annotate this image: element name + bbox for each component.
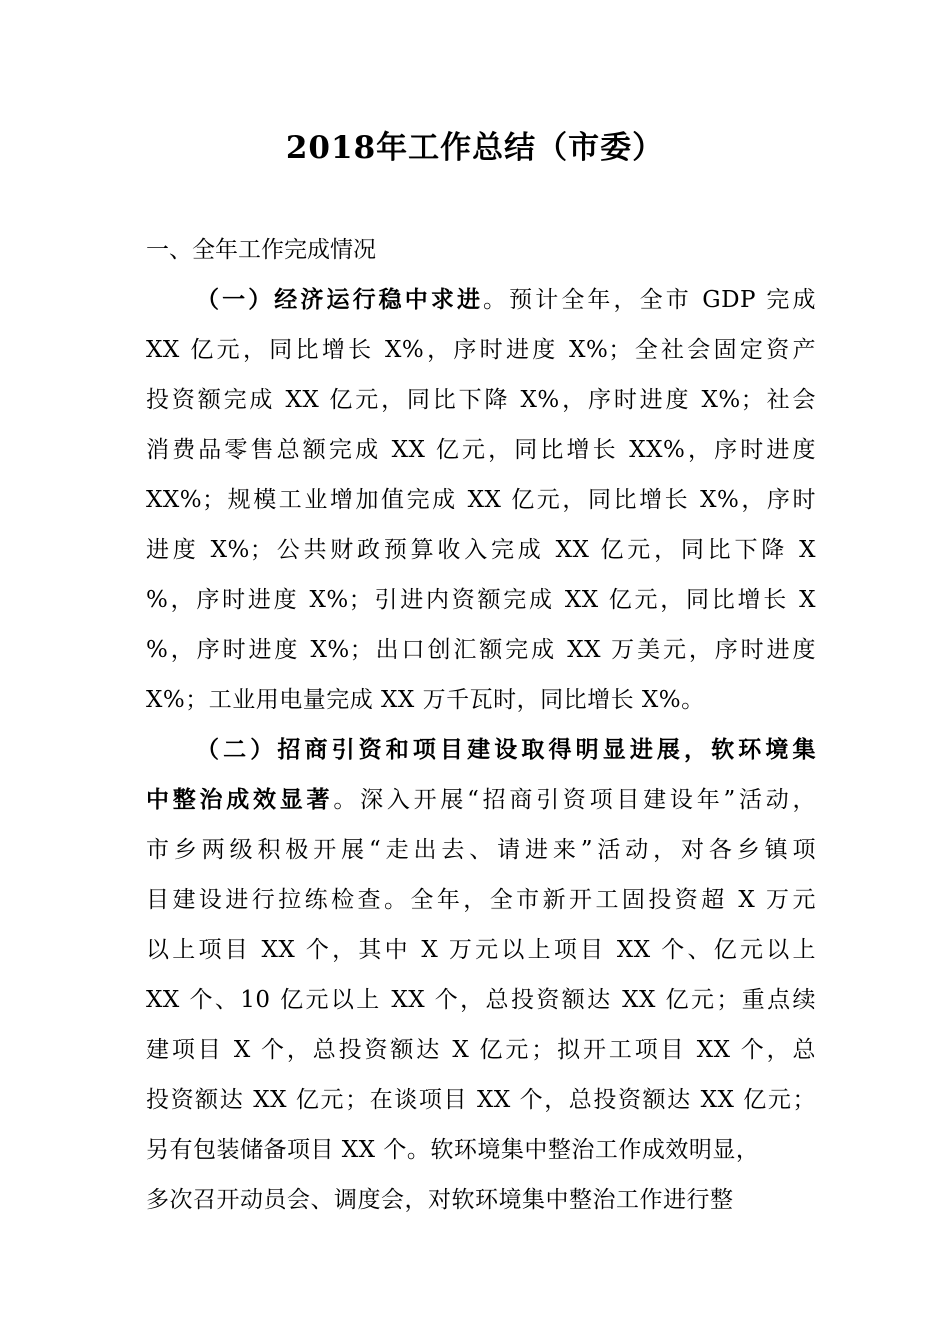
text-line bbox=[146, 980, 816, 1030]
line-text: 。预计全年，全市 GDP 完成 bbox=[483, 287, 816, 313]
line-text: 进度 X%；公共财政预算收入完成 XX 亿元，同比下降 X bbox=[146, 537, 816, 563]
line-text: 市乡两级积极开展“走出去、请进来”活动，对各乡镇项 bbox=[146, 837, 816, 863]
text-line bbox=[146, 880, 816, 930]
text-line bbox=[146, 380, 816, 430]
line-text: 消费品零售总额完成 XX 亿元，同比增长 XX%，序时进度 bbox=[146, 437, 816, 463]
line-text: %，序时进度 X%；引进内资额完成 XX 亿元，同比增长 X bbox=[146, 587, 816, 613]
text-line bbox=[146, 430, 816, 480]
line-text: 投资额完成 XX 亿元，同比下降 X%，序时进度 X%；社会 bbox=[146, 387, 816, 413]
line-text: 以上项目 XX 个，其中 X 万元以上项目 XX 个、亿元以上 bbox=[146, 937, 816, 963]
line-text: XX%；规模工业增加值完成 XX 亿元，同比增长 X%，序时 bbox=[146, 487, 816, 513]
line-text: XX 亿元，同比增长 X%，序时进度 X%；全社会固定资产 bbox=[146, 337, 816, 363]
text-line bbox=[146, 1030, 816, 1080]
text-line bbox=[146, 1180, 816, 1230]
line-text: 多次召开动员会、调度会，对软环境集中整治工作进行整 bbox=[146, 1187, 734, 1213]
text-line bbox=[146, 630, 816, 680]
line-text: XX 个、10 亿元以上 XX 个，总投资额达 XX 亿元；重点续 bbox=[146, 987, 816, 1013]
text-line bbox=[146, 680, 816, 730]
line-text: 另有包装储备项目 XX 个。软环境集中整治工作成效明显， bbox=[146, 1137, 760, 1163]
paragraph-lead: （二）招商引资和项目建设取得明显进展，软环境集 bbox=[196, 736, 816, 763]
line-text: 。深入开展“招商引资项目建设年”活动， bbox=[333, 787, 816, 813]
paragraph-lead: （一）经济运行稳中求进 bbox=[196, 286, 484, 313]
text-line bbox=[146, 1130, 816, 1180]
text-line bbox=[146, 580, 816, 630]
line-text: 建项目 X 个，总投资额达 X 亿元；拟开工项目 XX 个，总 bbox=[146, 1037, 816, 1063]
line-text: %，序时进度 X%；出口创汇额完成 XX 万美元，序时进度 bbox=[146, 637, 816, 663]
text-line bbox=[146, 530, 816, 580]
line-text: 目建设进行拉练检查。全年，全市新开工固投资超 X 万元 bbox=[146, 887, 816, 913]
body-text bbox=[146, 280, 816, 1230]
line-text: 投资额达 XX 亿元；在谈项目 XX 个，总投资额达 XX 亿元； bbox=[146, 1087, 816, 1113]
section-heading: 一、全年工作完成情况 bbox=[146, 237, 376, 263]
text-line bbox=[146, 480, 816, 530]
text-line bbox=[146, 830, 816, 880]
document-title: 2018年工作总结（市委） bbox=[285, 130, 665, 166]
paragraph-lead: 中整治成效显著 bbox=[146, 786, 334, 813]
text-line bbox=[146, 930, 816, 980]
text-line bbox=[146, 780, 816, 830]
line-text: X%；工业用电量完成 XX 万千瓦时，同比增长 X%。 bbox=[146, 687, 705, 713]
text-line bbox=[146, 730, 816, 780]
text-line bbox=[146, 330, 816, 380]
text-line bbox=[146, 280, 816, 330]
text-line bbox=[146, 1080, 816, 1130]
